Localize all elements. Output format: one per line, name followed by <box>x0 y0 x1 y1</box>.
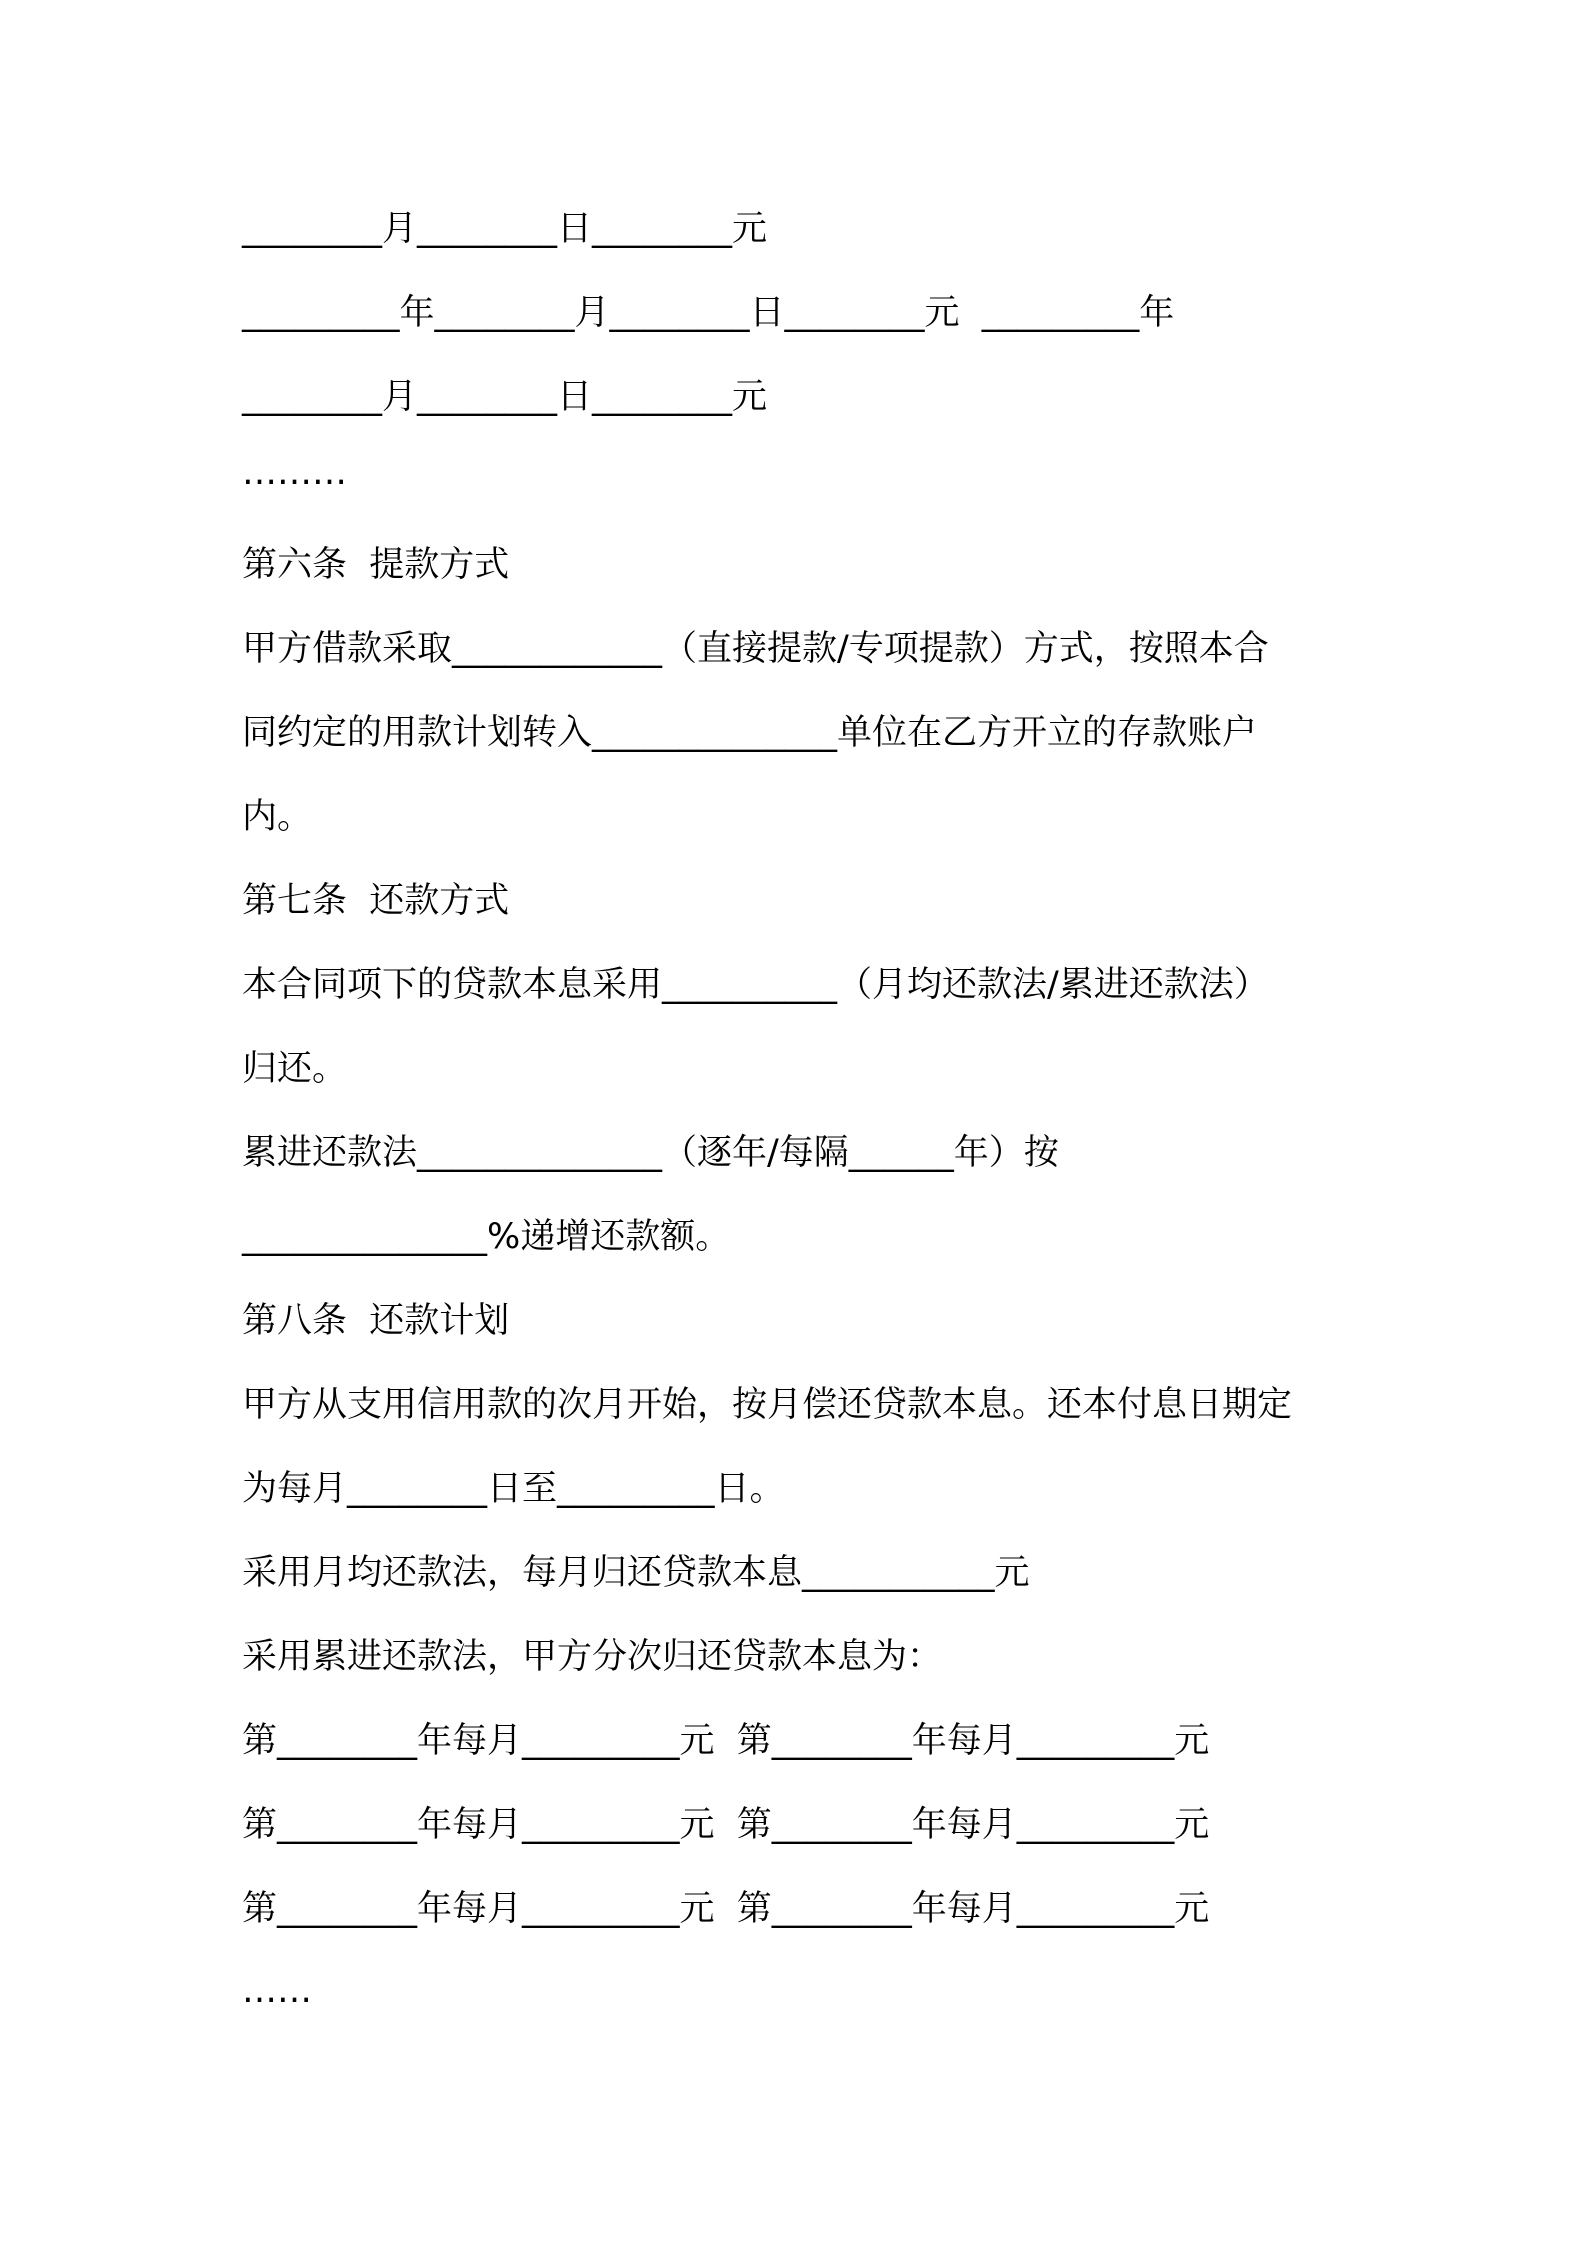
article-8-text-3: 采用月均还款法，每月归还贷款本息___________元 <box>242 1553 1030 1593</box>
article-7-text-4: ______________%递增还款额。 <box>242 1217 731 1257</box>
article-7-text-3: 累进还款法______________（逐年/每隔______年）按 <box>242 1133 1059 1173</box>
schedule-line-3: ________月________日________元 <box>242 377 768 417</box>
article-6-text-3: 内。 <box>242 797 313 837</box>
ellipsis-2: …… <box>242 1971 312 2011</box>
article-6-text-1: 甲方借款采取____________（直接提款/专项提款）方式，按照本合 <box>242 629 1269 669</box>
ellipsis-1: ……… <box>242 453 347 493</box>
repayment-row-2: 第________年每月_________元 第________年每月_________元 <box>242 1805 1210 1845</box>
article-7-text-1: 本合同项下的贷款本息采用__________（月均还款法/累进还款法） <box>242 965 1269 1005</box>
schedule-line-2: _________年________月________日________元 _________年 <box>242 293 1175 333</box>
article-8-text-1: 甲方从支用信用款的次月开始，按月偿还贷款本息。还本付息日期定 <box>242 1385 1293 1425</box>
article-8-text-4: 采用累进还款法，甲方分次归还贷款本息为： <box>242 1637 943 1677</box>
article-8-heading: 第八条 还款计划 <box>242 1301 510 1341</box>
schedule-line-1: ________月________日________元 <box>242 209 768 249</box>
article-7-text-2: 归还。 <box>242 1049 348 1089</box>
article-8-text-2: 为每月________日至_________日。 <box>242 1469 785 1509</box>
article-6-heading: 第六条 提款方式 <box>242 545 510 585</box>
repayment-row-3: 第________年每月_________元 第________年每月_________元 <box>242 1889 1210 1929</box>
repayment-row-1: 第________年每月_________元 第________年每月_________元 <box>242 1721 1210 1761</box>
article-6-text-2: 同约定的用款计划转入______________单位在乙方开立的存款账户 <box>242 713 1258 753</box>
article-7-heading: 第七条 还款方式 <box>242 881 510 921</box>
